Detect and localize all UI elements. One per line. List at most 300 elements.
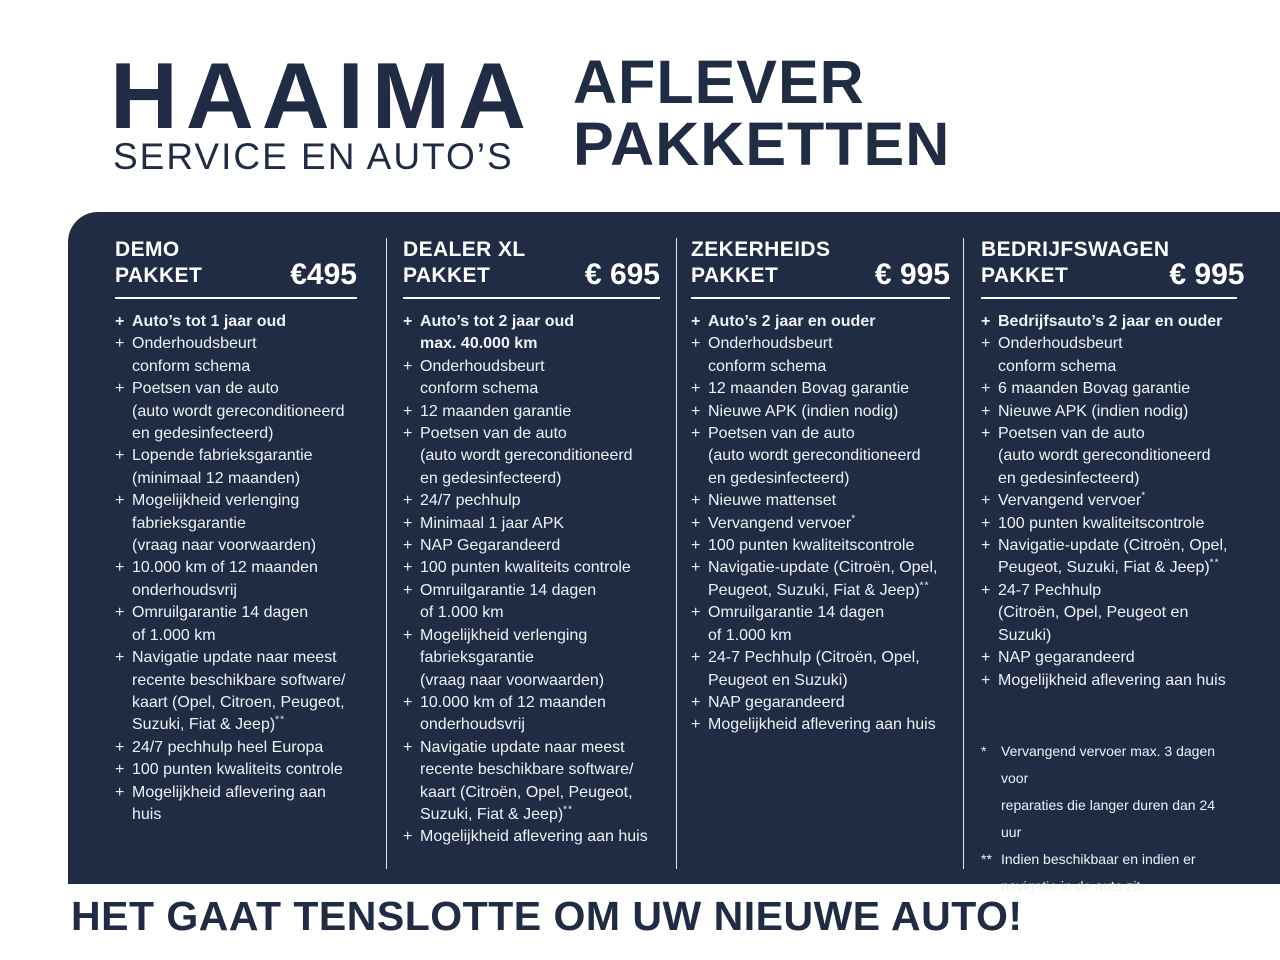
item-line	[403, 737, 660, 759]
item-line	[691, 378, 950, 400]
package-item	[691, 602, 950, 647]
footnote-text: Indien beschikbaar en indien er	[1001, 850, 1196, 867]
item-line	[132, 535, 357, 557]
item-line	[132, 401, 357, 423]
plus-bullet: +	[403, 693, 413, 711]
package-item	[115, 602, 357, 647]
item-text: 12 maanden Bovag garantie	[708, 380, 910, 398]
item-text: Peugeot, Suzuki, Fiat & Jeep)	[998, 559, 1210, 577]
plus-bullet: +	[115, 335, 125, 353]
package-header	[981, 237, 1245, 291]
plus-bullet: +	[115, 380, 125, 398]
item-line	[420, 333, 660, 355]
plus-bullet: +	[115, 447, 125, 465]
footnote-marker: *	[981, 742, 987, 759]
item-line	[132, 356, 357, 378]
plus-bullet: +	[115, 604, 125, 622]
package-column	[677, 212, 963, 900]
package-name-line: PAKKET	[115, 264, 203, 287]
item-line	[403, 311, 660, 333]
item-text: Auto’s tot 2 jaar oud	[420, 313, 575, 330]
item-text: Poetsen van de auto	[998, 425, 1145, 443]
item-line	[132, 423, 357, 445]
header-underline	[691, 297, 950, 299]
package-item	[115, 647, 357, 737]
plus-bullet: +	[981, 671, 991, 689]
item-text: 24-7 Pechhulp (Citroën, Opel,	[708, 649, 920, 667]
package-price: € 995	[1169, 258, 1245, 291]
plus-bullet: +	[403, 738, 413, 756]
item-text: fabrieksgarantie	[132, 514, 246, 532]
plus-bullet: +	[403, 425, 413, 443]
plus-bullet: +	[691, 402, 701, 420]
package-item	[115, 557, 357, 602]
package-item	[115, 759, 357, 781]
item-text: recente beschikbare software/	[420, 761, 634, 779]
item-text: Mogelijkheid aflevering aan huis	[998, 671, 1226, 689]
item-line	[708, 625, 950, 647]
item-line	[420, 468, 660, 490]
item-text: conform schema	[420, 380, 539, 398]
item-line	[691, 401, 950, 423]
item-line	[708, 445, 950, 467]
item-line	[981, 333, 1237, 355]
packages-panel	[68, 212, 1280, 894]
item-line	[403, 423, 660, 445]
item-text: of 1.000 km	[420, 604, 504, 622]
package-item	[403, 311, 660, 356]
plus-bullet: +	[403, 313, 413, 330]
plus-bullet: +	[981, 581, 991, 599]
item-text: Omruilgarantie 14 dagen	[420, 581, 597, 599]
item-line	[403, 557, 660, 579]
item-text: NAP Gegarandeerd	[420, 537, 561, 555]
package-item	[691, 692, 950, 714]
package-column	[387, 212, 676, 900]
package-item	[981, 580, 1237, 647]
item-text: Vervangend vervoer	[708, 514, 852, 532]
package-name	[403, 237, 526, 289]
item-text: Nieuwe APK (indien nodig)	[998, 402, 1189, 420]
plus-bullet: +	[403, 626, 413, 644]
package-name	[691, 237, 830, 289]
package-item	[691, 378, 950, 400]
item-line	[403, 356, 660, 378]
plus-bullet: +	[115, 649, 125, 667]
item-text: Poetsen van de auto	[708, 425, 855, 443]
item-text: kaart (Opel, Citroen, Peugeot,	[132, 693, 345, 711]
item-line	[403, 401, 660, 423]
package-item	[981, 423, 1237, 490]
footnote-reference: **	[563, 804, 573, 816]
package-price: € 995	[874, 258, 950, 291]
item-line	[998, 602, 1237, 647]
item-text: Onderhoudsbeurt	[420, 357, 545, 375]
page-title-line-2: PAKKETTEN	[573, 110, 951, 178]
package-header	[403, 237, 660, 289]
item-line	[691, 490, 950, 512]
plus-bullet: +	[115, 761, 125, 779]
package-item	[403, 401, 660, 423]
package-item	[403, 737, 660, 827]
item-line	[981, 580, 1237, 602]
item-text: conform schema	[132, 357, 251, 375]
item-line	[691, 692, 950, 714]
plus-bullet: +	[115, 313, 125, 330]
item-text: 24/7 pechhulp heel Europa	[132, 738, 324, 756]
plus-bullet: +	[981, 649, 991, 667]
item-line	[420, 714, 660, 736]
item-text: Navigatie update naar meest	[420, 738, 625, 756]
item-line	[403, 692, 660, 714]
item-line	[691, 513, 950, 535]
plus-bullet: +	[403, 402, 413, 420]
package-name-line: PAKKET	[403, 264, 491, 287]
item-line	[708, 468, 950, 490]
package-item	[403, 513, 660, 535]
item-text: recente beschikbare software/	[132, 671, 346, 689]
item-line	[691, 602, 950, 624]
item-line	[132, 625, 357, 647]
package-item	[981, 490, 1237, 512]
item-line	[420, 670, 660, 692]
item-text: Suzuki, Fiat & Jeep)	[132, 716, 276, 734]
package-item	[403, 535, 660, 557]
package-item	[981, 670, 1237, 692]
item-text: Mogelijkheid verlenging	[420, 626, 588, 644]
footnote-line	[1001, 792, 1237, 846]
footnote-text: Vervangend vervoer max. 3 dagen voor	[1001, 742, 1216, 786]
item-line	[420, 804, 660, 826]
package-name	[115, 237, 202, 289]
item-text: Auto’s 2 jaar en ouder	[708, 313, 876, 330]
item-text: (minimaal 12 maanden)	[132, 469, 301, 487]
package-item	[981, 378, 1237, 400]
header-underline	[115, 297, 357, 299]
item-text: Nieuwe APK (indien nodig)	[708, 402, 899, 420]
plus-bullet: +	[403, 559, 413, 577]
header-underline	[403, 297, 660, 299]
package-item	[981, 333, 1237, 378]
package-item	[403, 356, 660, 401]
item-line	[981, 311, 1237, 333]
plus-bullet: +	[981, 514, 991, 532]
item-line	[115, 782, 357, 827]
package-item	[691, 513, 950, 535]
item-text: NAP gegarandeerd	[708, 693, 845, 711]
item-text: en gedesinfecteerd)	[998, 469, 1140, 487]
footnote-reference: **	[919, 580, 930, 592]
package-item	[691, 401, 950, 423]
item-line	[115, 647, 357, 669]
package-name-line: DEALER XL	[403, 238, 526, 261]
plus-bullet: +	[691, 492, 701, 510]
item-line	[403, 625, 660, 647]
package-item	[115, 490, 357, 557]
item-line	[981, 647, 1237, 669]
plus-bullet: +	[691, 425, 701, 443]
item-text: Bedrijfsauto’s 2 jaar en ouder	[998, 313, 1223, 330]
plus-bullet: +	[115, 738, 125, 756]
item-text: onderhoudsvrij	[132, 581, 237, 599]
footnote-text: reparaties die langer duren dan 24 uur	[1001, 796, 1216, 840]
package-item	[403, 580, 660, 625]
item-text: kaart (Citroën, Opel, Peugeot,	[420, 783, 633, 801]
footer-tagline: HET GAAT TENSLOTTE OM UW NIEUWE AUTO!	[71, 893, 1023, 939]
item-text: Auto’s tot 1 jaar oud	[132, 313, 287, 330]
item-text: (auto wordt gereconditioneerd	[132, 402, 345, 420]
item-text: 12 maanden garantie	[420, 402, 572, 420]
footnotes	[981, 738, 1237, 900]
item-text: en gedesinfecteerd)	[132, 425, 274, 443]
item-text: Poetsen van de auto	[420, 425, 567, 443]
plus-bullet: +	[691, 537, 701, 555]
package-item	[115, 311, 357, 333]
plus-bullet: +	[691, 604, 701, 622]
package-header	[691, 237, 950, 289]
package-item	[403, 625, 660, 692]
item-text: Minimaal 1 jaar APK	[420, 514, 565, 532]
package-price: €495	[290, 258, 357, 291]
item-text: 100 punten kwaliteits controle	[132, 761, 343, 779]
item-text: 100 punten kwaliteitscontrole	[708, 537, 915, 555]
package-name-line: ZEKERHEIDS	[691, 238, 831, 261]
item-text: conform schema	[998, 357, 1117, 375]
plus-bullet: +	[981, 537, 991, 555]
item-line	[998, 445, 1237, 467]
item-line	[403, 490, 660, 512]
item-text: en gedesinfecteerd)	[420, 469, 562, 487]
package-price: € 695	[584, 258, 660, 291]
item-text: conform schema	[708, 357, 827, 375]
package-item	[115, 782, 357, 827]
plus-bullet: +	[403, 357, 413, 375]
plus-bullet: +	[691, 649, 701, 667]
plus-bullet: +	[981, 492, 991, 510]
item-text: Onderhoudsbeurt	[708, 335, 833, 353]
package-item	[403, 490, 660, 512]
item-text: (vraag naar voorwaarden)	[132, 537, 317, 555]
package-column	[964, 212, 1280, 900]
package-item-list	[981, 311, 1237, 692]
item-line	[420, 378, 660, 400]
footnote-reference: *	[1141, 490, 1147, 502]
plus-bullet: +	[981, 402, 991, 420]
item-text: Poetsen van de auto	[132, 380, 279, 398]
plus-bullet: +	[981, 313, 991, 330]
item-text: (vraag naar voorwaarden)	[420, 671, 605, 689]
package-item	[981, 535, 1237, 580]
item-line	[981, 401, 1237, 423]
package-item	[691, 714, 950, 736]
package-name-line: DEMO	[115, 238, 180, 261]
plus-bullet: +	[691, 335, 701, 353]
footnote-line	[981, 846, 1237, 873]
item-line	[420, 445, 660, 467]
brand-logo-title: HAAIMA	[110, 43, 534, 148]
item-text: of 1.000 km	[708, 626, 792, 644]
item-line	[115, 557, 357, 579]
footnote-reference: *	[851, 513, 857, 525]
package-item	[981, 311, 1237, 333]
item-line	[115, 333, 357, 355]
item-text: Navigatie-update (Citroën, Opel,	[998, 537, 1228, 555]
item-text: Mogelijkheid aflevering aan huis	[132, 783, 326, 823]
package-item	[981, 401, 1237, 423]
package-item	[691, 423, 950, 490]
footnote-reference: **	[1209, 558, 1220, 570]
item-text: 24/7 pechhulp	[420, 492, 521, 510]
item-text: NAP gegarandeerd	[998, 649, 1135, 667]
package-item	[691, 311, 950, 333]
item-text: 100 punten kwaliteitscontrole	[998, 514, 1205, 532]
item-line	[691, 535, 950, 557]
item-text: Omruilgarantie 14 dagen	[708, 604, 885, 622]
item-text: Navigatie-update (Citroën, Opel,	[708, 559, 938, 577]
package-item	[115, 737, 357, 759]
package-name-line: PAKKET	[981, 264, 1069, 287]
package-item	[115, 445, 357, 490]
item-text: 6 maanden Bovag garantie	[998, 380, 1191, 398]
package-item	[403, 692, 660, 737]
item-text: Peugeot, Suzuki, Fiat & Jeep)	[708, 581, 920, 599]
item-line	[420, 647, 660, 669]
item-text: (auto wordt gereconditioneerd	[998, 447, 1211, 465]
item-text: onderhoudsvrij	[420, 716, 525, 734]
item-line	[403, 535, 660, 557]
item-line	[981, 378, 1237, 400]
package-header	[115, 237, 357, 289]
item-line	[115, 445, 357, 467]
footnote-text: navigatie in de auto zit.	[1001, 877, 1145, 894]
item-text: Nieuwe mattenset	[708, 492, 837, 510]
package-name	[981, 237, 1169, 289]
plus-bullet: +	[981, 380, 991, 398]
item-text: Omruilgarantie 14 dagen	[132, 604, 309, 622]
item-line	[132, 670, 357, 692]
item-text: (auto wordt gereconditioneerd	[708, 447, 921, 465]
item-text: of 1.000 km	[132, 626, 216, 644]
item-line	[691, 333, 950, 355]
item-text: Navigatie update naar meest	[132, 649, 337, 667]
item-line	[691, 647, 950, 669]
item-line	[132, 513, 357, 535]
item-text: Onderhoudsbeurt	[132, 335, 257, 353]
item-line	[403, 826, 660, 848]
item-line	[115, 378, 357, 400]
item-line	[115, 490, 357, 512]
footnote-marker: **	[981, 850, 992, 867]
item-text: (auto wordt gereconditioneerd	[420, 447, 633, 465]
package-item	[403, 557, 660, 579]
item-text: 10.000 km of 12 maanden	[132, 559, 318, 577]
item-line	[115, 759, 357, 781]
item-text: Suzuki, Fiat & Jeep)	[420, 805, 564, 823]
item-line	[981, 490, 1237, 512]
item-text: Lopende fabrieksgarantie	[132, 447, 313, 465]
package-item	[981, 513, 1237, 535]
plus-bullet: +	[691, 716, 701, 734]
package-item-list	[403, 311, 660, 849]
plus-bullet: +	[115, 783, 125, 801]
item-text: 100 punten kwaliteits controle	[420, 559, 631, 577]
item-text: Onderhoudsbeurt	[998, 335, 1123, 353]
item-line	[691, 557, 950, 579]
plus-bullet: +	[691, 313, 701, 330]
package-item	[691, 557, 950, 602]
item-text: en gedesinfecteerd)	[708, 469, 850, 487]
package-item-list	[691, 311, 950, 737]
footnote-line	[981, 738, 1237, 792]
item-line	[132, 692, 357, 714]
plus-bullet: +	[691, 514, 701, 532]
item-text: (Citroën, Opel, Peugeot en Suzuki)	[998, 604, 1189, 644]
item-line	[708, 356, 950, 378]
package-item	[691, 535, 950, 557]
package-item	[403, 826, 660, 848]
item-text: Vervangend vervoer	[998, 492, 1142, 510]
item-line	[132, 580, 357, 602]
plus-bullet: +	[403, 492, 413, 510]
item-text: Mogelijkheid aflevering aan huis	[420, 828, 648, 846]
plus-bullet: +	[981, 425, 991, 443]
item-text: Peugeot en Suzuki)	[708, 671, 848, 689]
package-item	[981, 647, 1237, 669]
item-text: max. 40.000 km	[420, 335, 538, 353]
item-line	[998, 557, 1237, 579]
package-item	[691, 333, 950, 378]
item-line	[115, 737, 357, 759]
plus-bullet: +	[403, 514, 413, 532]
item-line	[708, 580, 950, 602]
package-name-line: BEDRIJFSWAGEN	[981, 238, 1170, 261]
plus-bullet: +	[403, 537, 413, 555]
plus-bullet: +	[691, 559, 701, 577]
item-line	[691, 714, 950, 736]
plus-bullet: +	[115, 559, 125, 577]
package-name-line: PAKKET	[691, 264, 779, 287]
item-line	[115, 311, 357, 333]
package-item	[691, 647, 950, 692]
item-line	[132, 468, 357, 490]
package-column	[68, 212, 386, 900]
header-underline	[981, 297, 1237, 299]
footnote	[981, 846, 1237, 900]
plus-bullet: +	[691, 380, 701, 398]
package-item	[403, 423, 660, 490]
item-text: Mogelijkheid verlenging	[132, 492, 300, 510]
page-title-line-1: AFLEVER	[573, 48, 865, 116]
package-item-list	[115, 311, 357, 826]
package-item	[115, 333, 357, 378]
plus-bullet: +	[403, 581, 413, 599]
item-line	[403, 513, 660, 535]
package-item	[691, 490, 950, 512]
item-line	[998, 356, 1237, 378]
item-line	[981, 423, 1237, 445]
brand-logo-subtitle: SERVICE EN AUTO’S	[113, 136, 514, 177]
plus-bullet: +	[403, 828, 413, 846]
item-line	[981, 513, 1237, 535]
item-text: Mogelijkheid aflevering aan huis	[708, 716, 936, 734]
item-line	[708, 670, 950, 692]
plus-bullet: +	[115, 492, 125, 510]
item-line	[691, 423, 950, 445]
item-text: 10.000 km of 12 maanden	[420, 693, 606, 711]
item-line	[420, 759, 660, 781]
item-line	[691, 311, 950, 333]
item-line	[981, 535, 1237, 557]
